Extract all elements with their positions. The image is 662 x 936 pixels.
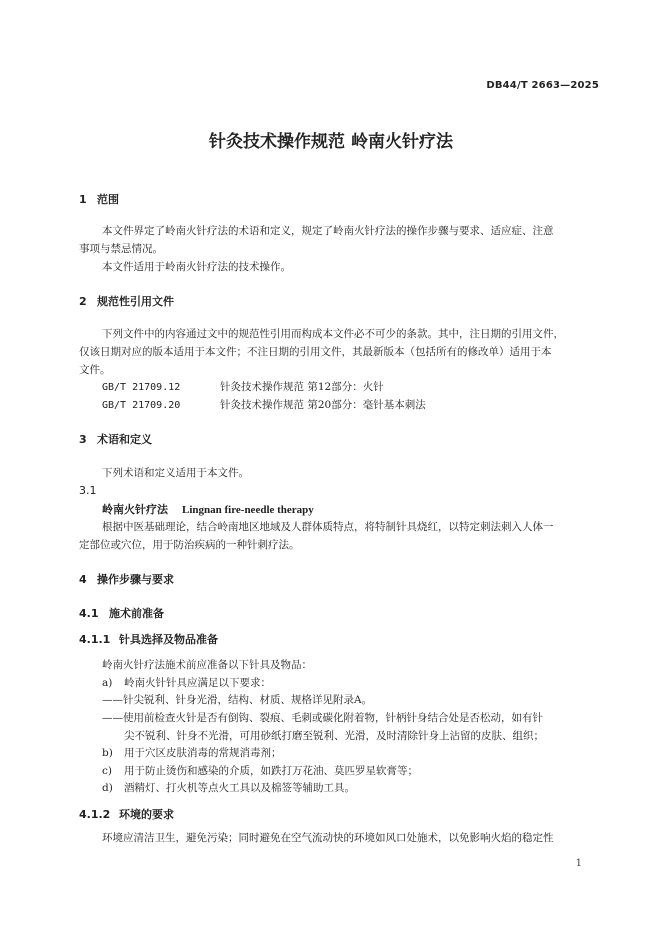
section-3-heading: [79, 431, 152, 447]
section-number: 2: [79, 295, 87, 308]
paragraph: 事项与禁忌情况。: [79, 243, 163, 255]
paragraph: 下列文件中的内容通过文中的规范性引用而构成本文件必不可少的条款。其中，注日期的引用文件，: [102, 328, 564, 340]
list-text: 用于防止烫伤和感染的介质，如跌打万花油、莫匹罗星软膏等；: [124, 765, 418, 777]
section-number: 3: [79, 433, 87, 446]
paragraph: 岭南火针疗法施术前应准备以下针具及物品：: [102, 659, 312, 671]
list-text: 岭南火针针具应满足以下要求：: [124, 677, 271, 689]
section-number: 4: [79, 573, 87, 586]
page-number: 1: [575, 858, 582, 869]
section-number: 1: [79, 193, 87, 206]
list-item: [102, 780, 355, 795]
reference-name: 针灸技术操作规范 第20部分：毫针基本刺法: [220, 399, 426, 411]
paragraph: 环境应清洁卫生，避免污染；同时避免在空气流动快的环境如风口处施术，以免影响火焰的稳定性: [102, 832, 554, 844]
document-title: 针灸技术操作规范 岭南火针疗法: [209, 132, 453, 152]
section-number: 4.1: [79, 607, 99, 620]
section-title: 针具选择及物品准备: [119, 633, 218, 646]
section-title: 环境的要求: [119, 808, 174, 821]
reference-code: GB/T 21709.20: [102, 400, 181, 411]
dash-item: ——针尖锐利、针身光滑，结构、材质、规格详见附录A。: [102, 694, 373, 706]
section-number: 4.1.1: [79, 633, 111, 646]
standard-code: DB44/T 2663—2025: [486, 80, 599, 91]
subsection-4-1-2-heading: [79, 806, 174, 822]
dash-item: ——使用前检查火针是否有倒钩、裂痕、毛刺或碳化附着物，针柄针身结合处是否松动，如有针: [102, 712, 543, 724]
term-number: 3.1: [79, 484, 97, 497]
term-entry: [102, 501, 314, 517]
subsection-4-1-heading: [79, 605, 164, 621]
section-1-heading: [79, 191, 119, 207]
section-title: 施术前准备: [109, 607, 164, 620]
list-marker: b): [102, 747, 113, 759]
list-marker: d): [102, 782, 113, 794]
section-number: 4.1.2: [79, 808, 111, 821]
paragraph: 仅该日期对应的版本适用于本文件；不注日期的引用文件，其最新版本（包括所有的修改单）适用于本: [79, 346, 552, 358]
dash-item-continuation: 尖不锐利、针身不光滑，可用砂纸打磨至锐利、光滑，及时清除针身上沾留的皮肤、组织；: [124, 730, 544, 742]
paragraph: 本文件界定了岭南火针疗法的术语和定义，规定了岭南火针疗法的操作步骤与要求、适应症、注意: [102, 225, 554, 237]
paragraph: 根据中医基础理论，结合岭南地区地域及人群体质特点，将特制针具烧红，以特定刺法刺入人体一: [102, 521, 554, 533]
reference-item: [102, 397, 426, 412]
paragraph: 本文件适用于岭南火针疗法的技术操作。: [102, 261, 291, 273]
list-item: [102, 675, 271, 690]
list-marker: c): [102, 765, 112, 777]
section-2-heading: [79, 293, 174, 309]
term-english: Lingnan fire-needle therapy: [182, 504, 314, 516]
paragraph: 文件。: [79, 364, 111, 376]
section-title: 范围: [97, 193, 119, 206]
list-text: 酒精灯、打火机等点火工具以及棉签等辅助工具。: [124, 782, 355, 794]
subsection-4-1-1-heading: [79, 631, 218, 647]
section-title: 规范性引用文件: [97, 295, 174, 308]
reference-item: [102, 379, 384, 394]
list-marker: a): [102, 677, 113, 689]
reference-code: GB/T 21709.12: [102, 382, 181, 393]
paragraph: 下列术语和定义适用于本文件。: [102, 467, 249, 479]
section-title: 术语和定义: [97, 433, 152, 446]
list-text: 用于穴区皮肤消毒的常规消毒剂；: [124, 747, 282, 759]
list-item: [102, 745, 282, 760]
reference-name: 针灸技术操作规范 第12部分：火针: [220, 381, 384, 393]
list-item: [102, 763, 418, 778]
term-chinese: 岭南火针疗法: [102, 503, 168, 516]
section-4-heading: [79, 571, 174, 587]
paragraph: 定部位或穴位，用于防治疾病的一种针刺疗法。: [79, 539, 300, 551]
section-title: 操作步骤与要求: [97, 573, 174, 586]
